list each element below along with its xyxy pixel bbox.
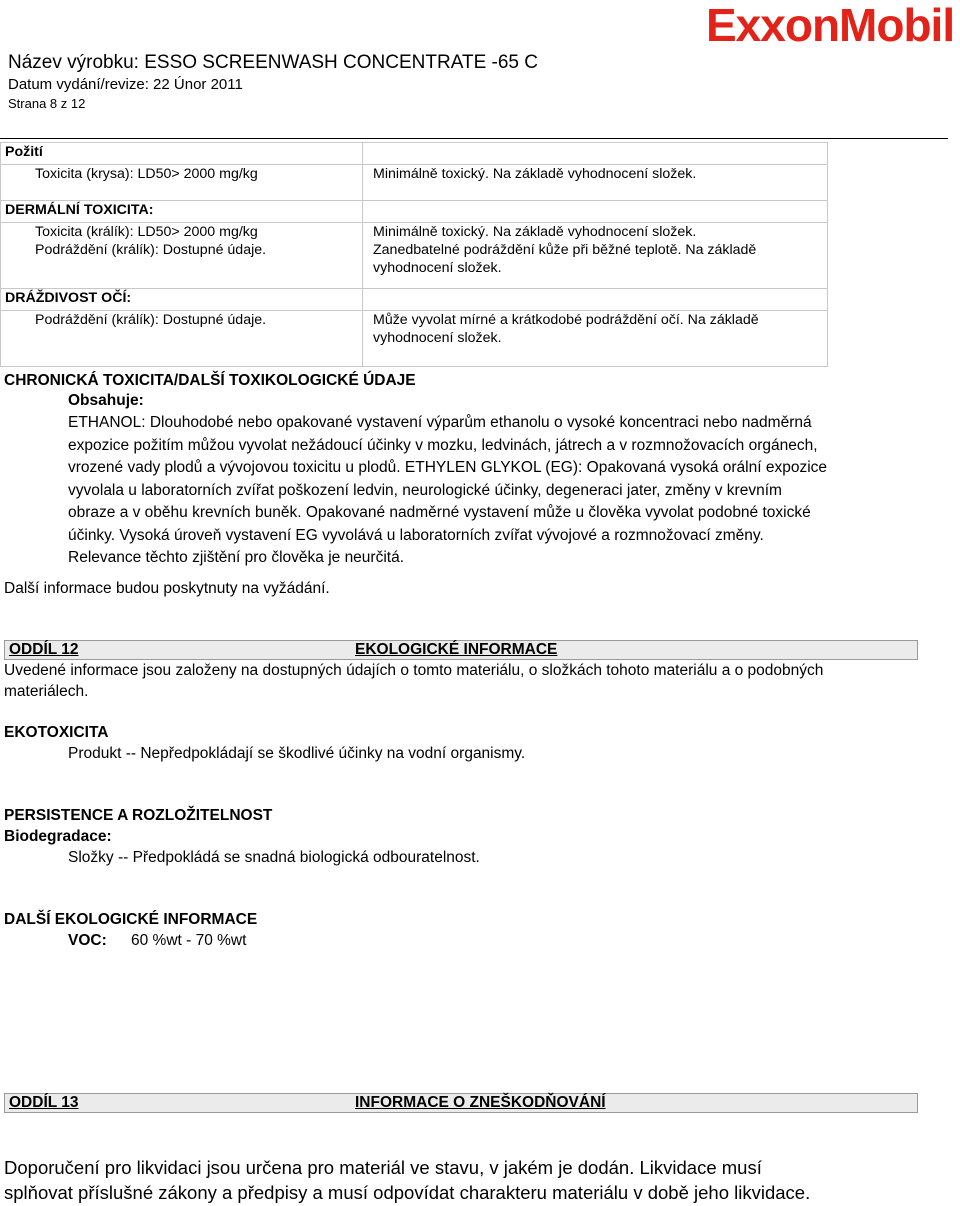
eco-intro-line: materiálech. [4, 683, 89, 700]
chronic-line: ETHANOL: Dlouhodobé nebo opakované vystavení výparům ethanolu o vysoké koncentraci nebo nadměrná [68, 414, 812, 431]
tox-test-cell: DERMÁLNÍ TOXICITA: [1, 201, 363, 223]
tox-test-cell: DRÁŽDIVOST OČÍ: [1, 289, 363, 311]
section-13-header [4, 1093, 918, 1113]
chronic-toxicity-title: CHRONICKÁ TOXICITA/DALŠÍ TOXIKOLOGICKÉ ÚDAJE [4, 372, 416, 389]
voc-value: 60 %wt - 70 %wt [131, 932, 247, 949]
tox-test-cell: Toxicita (krysa): LD50> 2000 mg/kg [1, 165, 363, 201]
tox-table-row [1, 143, 828, 165]
tox-table-row [1, 223, 828, 289]
section-13-number: ODDÍL 13 [9, 1094, 79, 1111]
voc-label: VOC: [68, 932, 107, 949]
issue-date: Datum vydání/revize: 22 Únor 2011 [8, 76, 243, 93]
toxicology-table [0, 142, 828, 367]
tox-result-cell [363, 143, 828, 165]
tox-result-cell: Může vyvolat mírné a krátkodobé podráždění očí. Na základě vyhodnocení složek. [363, 311, 828, 367]
other-eco-info-title: DALŠÍ EKOLOGICKÉ INFORMACE [4, 911, 258, 928]
contains-label: Obsahuje: [68, 392, 144, 409]
more-info-text: Další informace budou poskytnuty na vyžádání. [4, 580, 330, 597]
exxonmobil-logo: ExxonMobil [706, 0, 955, 51]
eco-intro-line: Uvedené informace jsou založeny na dostupných údajích o tomto materiálu, o složkách tohoto materiálu a o podobných [4, 662, 824, 679]
product-name: Název výrobku: ESSO SCREENWASH CONCENTRATE -65 C [8, 52, 538, 73]
ecotoxicity-title: EKOTOXICITA [4, 724, 109, 741]
tox-result-cell [363, 201, 828, 223]
tox-result-cell: Minimálně toxický. Na základě vyhodnocení složek. Zanedbatelné podráždění kůže při běžné teplotě. Na základě vyhodnocení složek. [363, 223, 828, 289]
tox-table-row [1, 201, 828, 223]
tox-table-row [1, 165, 828, 201]
tox-result-cell [363, 289, 828, 311]
tox-result-cell: Minimálně toxický. Na základě vyhodnocení složek. [363, 165, 828, 201]
chronic-line: expozice požitím můžou vyvolat nežádoucí účinky v mozku, ledvinách, játrech a v rozmnožovacích orgánech, [68, 436, 818, 454]
disposal-text-line: splňovat příslušné zákony a předpisy a musí odpovídat charakteru materiálu v době jeho likvidace. [4, 1182, 811, 1203]
persistence-title: PERSISTENCE A ROZLOŽITELNOST [4, 807, 273, 824]
tox-table-row [1, 311, 828, 367]
chronic-line: vrozené vady plodů a vývojovou toxicitu u plodů. ETHYLEN GLYKOL (EG): Opakovaná vysoká orální expozice [68, 459, 828, 476]
tox-test-cell: Podráždění (králík): Dostupné údaje. [1, 311, 363, 367]
chronic-line: Relevance těchto zjištění pro člověka je neurčitá. [68, 549, 405, 566]
tox-test-cell: Požití [1, 143, 363, 165]
section-13-title: INFORMACE O ZNEŠKODŇOVÁNÍ [355, 1094, 606, 1111]
ecotoxicity-text: Produkt -- Nepředpokládají se škodlivé účinky na vodní organismy. [68, 745, 526, 762]
biodegradation-title: Biodegradace: [4, 828, 112, 845]
disposal-text-line: Doporučení pro likvidaci jsou určena pro materiál ve stavu, v jakém je dodán. Likvidace musí [4, 1157, 762, 1178]
chronic-toxicity-text [68, 412, 938, 570]
chronic-line: obraze a v oběhu krevních buněk. Opakované nadměrné vystavení může u člověka vyvolat podobné toxické [68, 504, 811, 521]
biodegradation-text: Složky -- Předpokládá se snadná biologická odbouratelnost. [68, 849, 480, 866]
tox-table-row [1, 289, 828, 311]
header-rule [0, 138, 948, 139]
page-number: Strana 8 z 12 [8, 96, 86, 111]
tox-test-cell: Toxicita (králík): LD50> 2000 mg/kg Podráždění (králík): Dostupné údaje. [1, 223, 363, 289]
chronic-line: účinky. Vysoká úroveň vystavení EG vyvolává u laboratorních zvířat vývojové a rozmnožovací změny. [68, 526, 764, 544]
section-12-header [4, 640, 918, 660]
section-12-number: ODDÍL 12 [9, 641, 79, 658]
chronic-line: vyvolala u laboratorních zvířat poškození ledvin, neurologické účinky, degeneraci jater, změny v krevním [68, 481, 782, 499]
section-12-title: EKOLOGICKÉ INFORMACE [355, 641, 558, 658]
